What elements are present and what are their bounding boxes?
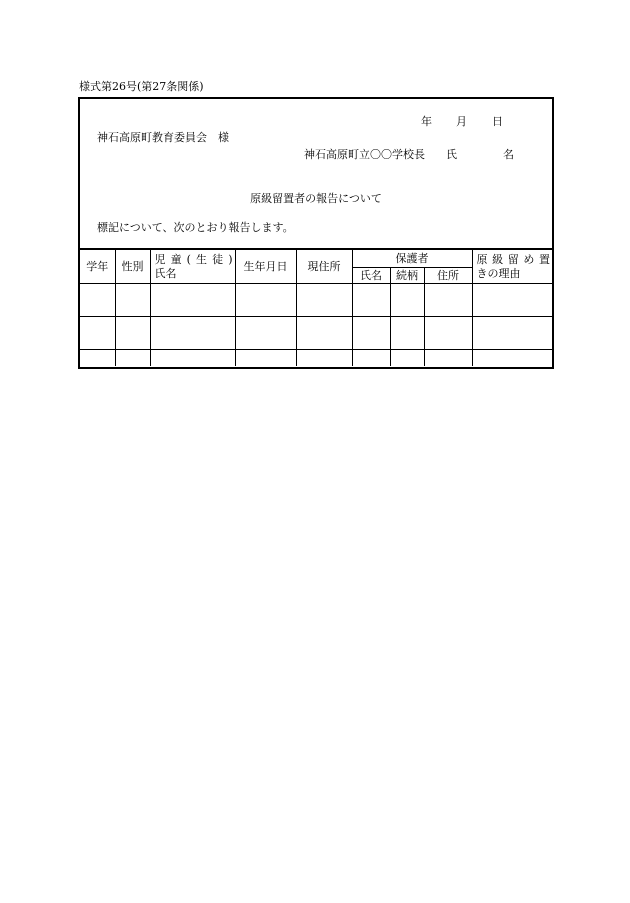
document-subject: 原級留置者の報告について: [250, 192, 382, 205]
student-name-header-line2: 氏名: [154, 266, 177, 280]
guardian-relation-cell[interactable]: [390, 284, 424, 317]
records-table: [80, 249, 552, 366]
grade-cell[interactable]: [80, 284, 115, 317]
birth-date-cell[interactable]: [235, 317, 296, 350]
form-header: [80, 99, 552, 247]
gender-cell[interactable]: [115, 284, 150, 317]
grade-header: 学年: [80, 250, 115, 284]
grade-cell[interactable]: [80, 350, 115, 366]
addressee: 神石高原町教育委員会 様: [97, 131, 229, 144]
student-name-header: [150, 250, 235, 284]
guardian-relation-cell[interactable]: [390, 317, 424, 350]
sender-title: 神石高原町立〇〇学校長: [304, 148, 425, 161]
guardian-relation-header: 続柄: [390, 268, 424, 284]
guardian-name-header: 氏名: [352, 268, 390, 284]
birth-date-cell[interactable]: [235, 284, 296, 317]
guardian-name-cell[interactable]: [352, 350, 390, 366]
address-cell[interactable]: [296, 350, 352, 366]
form-number: 様式第26号(第27条関係): [79, 80, 204, 93]
date-month-label: 月: [456, 115, 467, 128]
reason-cell[interactable]: [472, 284, 552, 317]
guardian-relation-cell[interactable]: [390, 350, 424, 366]
reason-cell[interactable]: [472, 317, 552, 350]
student-name-cell[interactable]: [150, 317, 235, 350]
grade-cell[interactable]: [80, 317, 115, 350]
student-name-header-line1: 児童(生徒): [154, 252, 233, 266]
guardian-address-header: 住所: [424, 268, 472, 284]
student-name-cell[interactable]: [150, 350, 235, 366]
table-row: [80, 317, 552, 350]
table-row: [80, 284, 552, 317]
date-day-label: 日: [492, 115, 503, 128]
guardian-name-cell[interactable]: [352, 284, 390, 317]
student-name-cell[interactable]: [150, 284, 235, 317]
guardian-address-cell[interactable]: [424, 317, 472, 350]
date-year-label: 年: [421, 115, 432, 128]
guardian-address-cell[interactable]: [424, 350, 472, 366]
address-cell[interactable]: [296, 284, 352, 317]
birth-date-header: 生年月日: [235, 250, 296, 284]
birth-date-cell[interactable]: [235, 350, 296, 366]
reason-header-line1: 原級留め置: [476, 252, 551, 266]
sender-name-label-1: 氏: [446, 148, 457, 161]
lead-text: 標記について、次のとおり報告します。: [97, 221, 294, 234]
gender-header: 性別: [115, 250, 150, 284]
gender-cell[interactable]: [115, 317, 150, 350]
reason-cell[interactable]: [472, 350, 552, 366]
report-form: [78, 97, 554, 369]
guardian-address-cell[interactable]: [424, 284, 472, 317]
table-row: [80, 350, 552, 366]
address-cell[interactable]: [296, 317, 352, 350]
guardian-header: 保護者: [352, 250, 472, 268]
address-header: 現住所: [296, 250, 352, 284]
sender-name-label-2: 名: [503, 148, 514, 161]
reason-header-line2: きの理由: [476, 266, 521, 280]
reason-header: [472, 250, 552, 284]
guardian-name-cell[interactable]: [352, 317, 390, 350]
gender-cell[interactable]: [115, 350, 150, 366]
